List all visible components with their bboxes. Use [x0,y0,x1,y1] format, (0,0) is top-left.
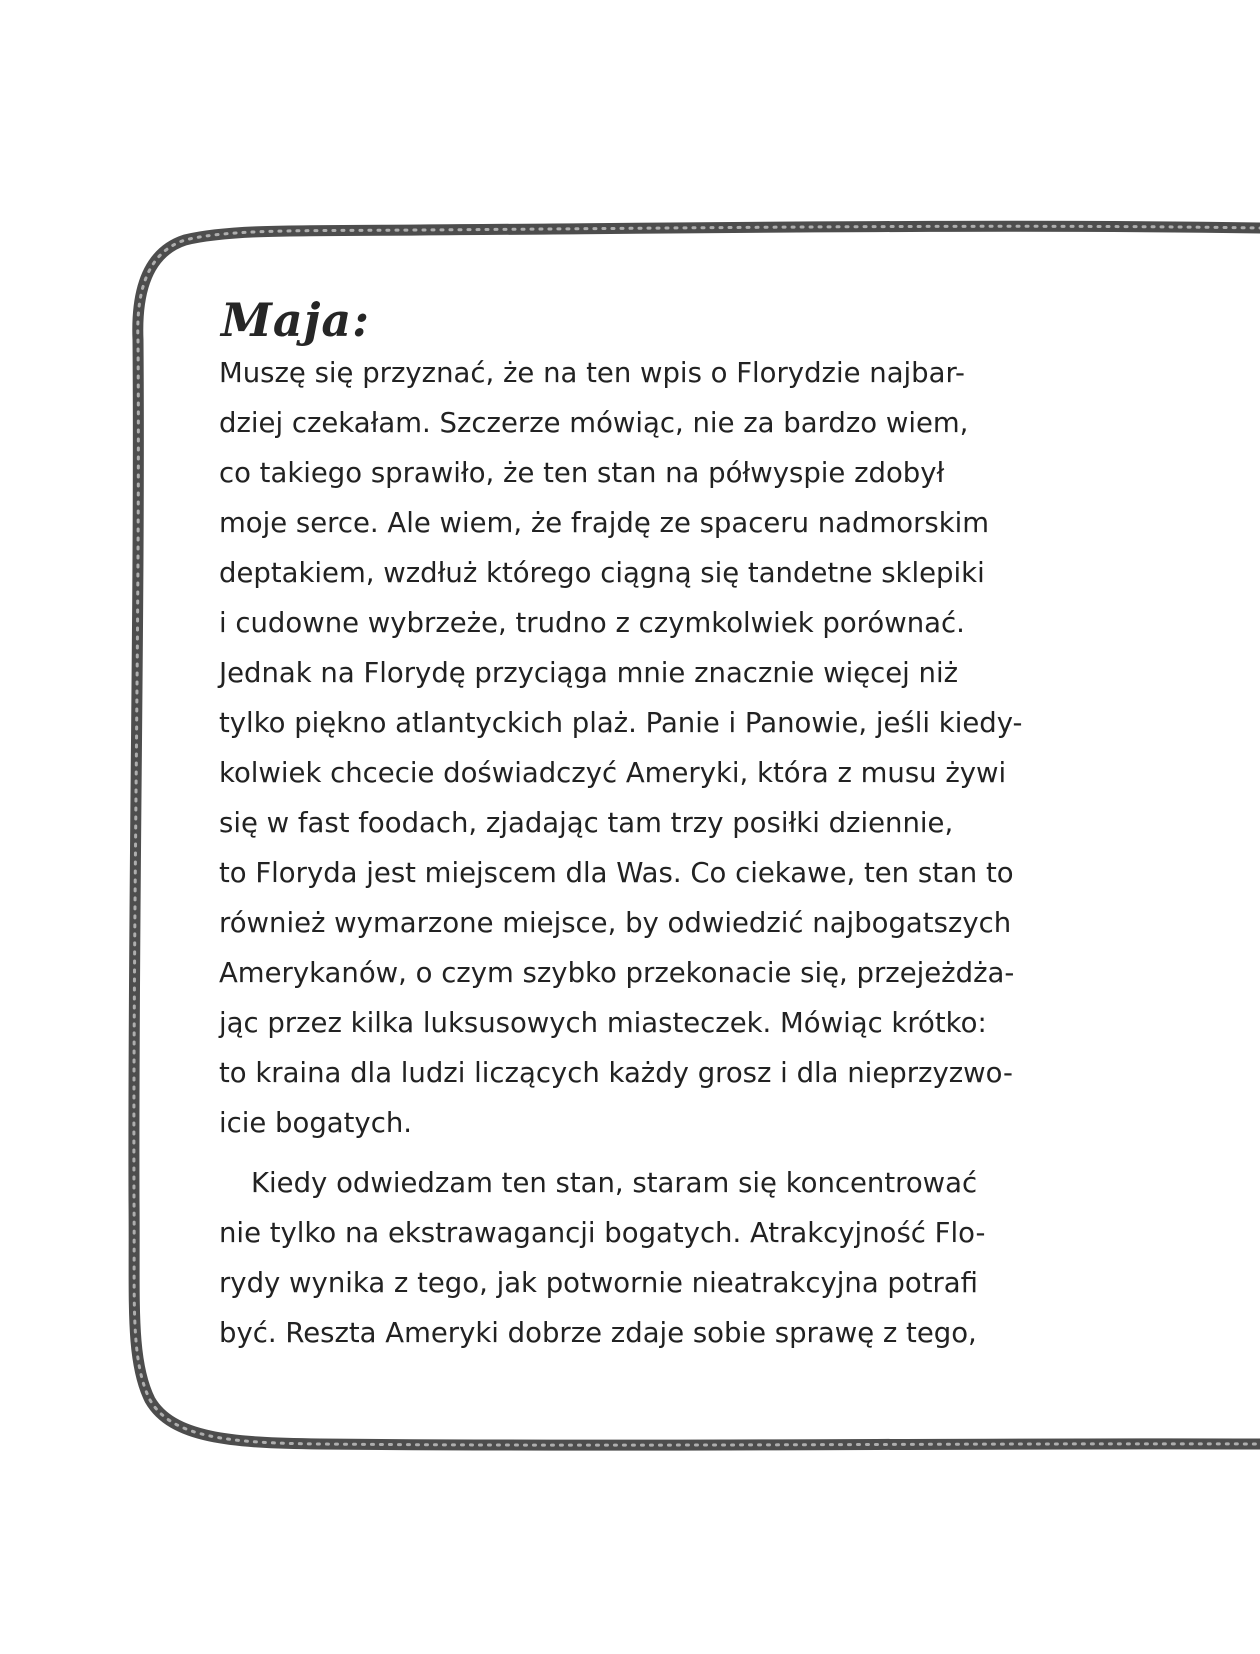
text-line: Kiedy odwiedzam ten stan, staram się koncentrować [251,1167,978,1199]
text-line: tylko piękno atlantyckich plaż. Panie i Panowie, jeśli kiedy- [219,707,1023,739]
paragraph [219,348,1049,1148]
text-line: jąc przez kilka luksusowych miasteczek. Mówiąc krótko: [219,1007,987,1039]
text-line: deptakiem, wzdłuż którego ciągną się tandetne sklepiki [219,557,985,589]
paragraph [219,1158,1049,1358]
text-line: nie tylko na ekstrawagancji bogatych. Atrakcyjność Flo- [219,1217,986,1249]
text-line: moje serce. Ale wiem, że frajdę ze spaceru nadmorskim [219,507,990,539]
text-line: również wymarzone miejsce, by odwiedzić najbogatszych [219,907,1012,939]
text-line: się w fast foodach, zjadając tam trzy posiłki dziennie, [219,807,954,839]
speaker-name: Maja: [221,293,371,347]
text-line: Amerykanów, o czym szybko przekonacie się, przejeżdża- [219,957,1015,989]
text-line: to Floryda jest miejscem dla Was. Co ciekawe, ten stan to [219,857,1014,889]
paragraph-gap [219,1148,1049,1158]
text-line: to kraina dla ludzi liczących każdy grosz i dla nieprzyzwo- [219,1057,1013,1089]
text-line: dziej czekałam. Szczerze mówiąc, nie za bardzo wiem, [219,407,969,439]
body-text [219,348,1049,1358]
text-line: kolwiek chcecie doświadczyć Ameryki, która z musu żywi [219,757,1007,789]
text-line: być. Reszta Ameryki dobrze zdaje sobie sprawę z tego, [219,1317,977,1349]
text-line: co takiego sprawiło, że ten stan na półwyspie zdobył [219,457,945,489]
text-line: Muszę się przyznać, że na ten wpis o Florydzie najbar- [219,357,965,389]
text-line: i cudowne wybrzeże, trudno z czymkolwiek porównać. [219,607,965,639]
text-line: icie bogatych. [219,1107,412,1139]
text-box [219,292,1049,1358]
text-line: rydy wynika z tego, jak potwornie nieatrakcyjna potrafi [219,1267,978,1299]
text-line: Jednak na Florydę przyciąga mnie znacznie więcej niż [219,657,959,689]
